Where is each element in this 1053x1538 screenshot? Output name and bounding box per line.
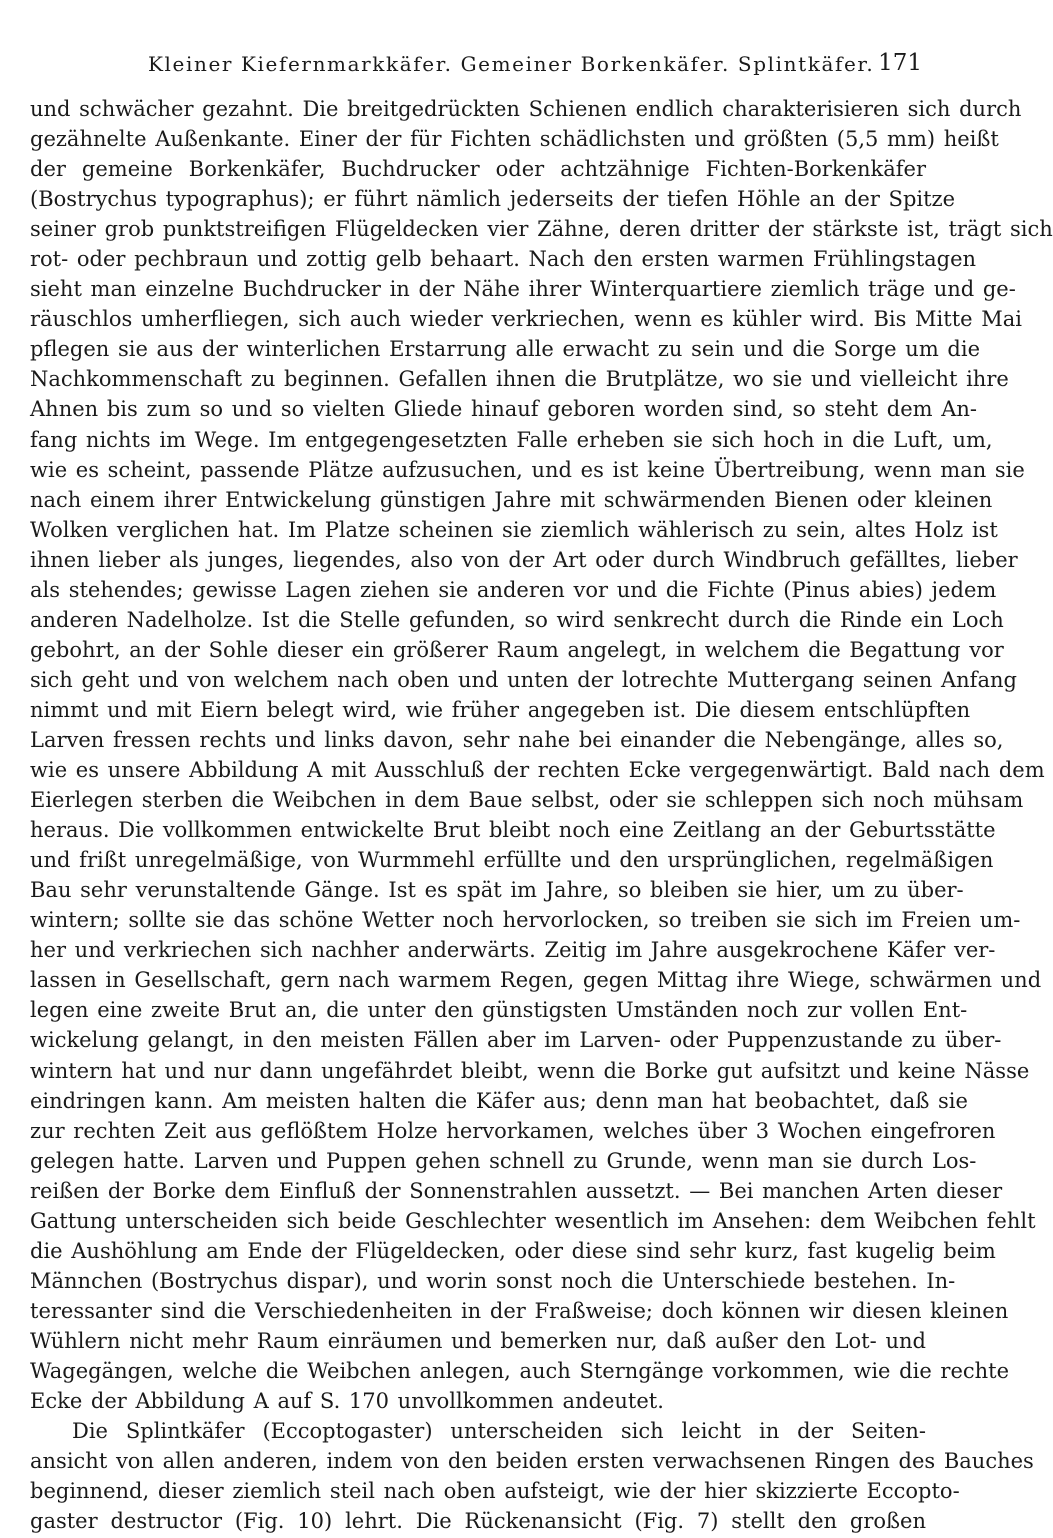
text-line: und frißt unregelmäßige, von Wurmmehl erfüllte und den ursprünglichen, regelmäßigen bbox=[30, 848, 994, 873]
text-line: Eierlegen sterben die Weibchen in dem Baue selbst, oder sie schleppen sich noch mühsam bbox=[30, 788, 1024, 813]
paragraph-1 bbox=[30, 94, 1053, 1416]
text-line: teressanter sind die Verschiedenheiten in der Fraßweise; doch können wir diesen kleinen bbox=[30, 1298, 1009, 1323]
text-line: anderen Nadelholze. Ist die Stelle gefunden, so wird senkrecht durch die Rinde ein Loch bbox=[30, 607, 1004, 632]
text-line: Ecke der Abbildung A auf S. 170 unvollkommen andeutet. bbox=[30, 1389, 664, 1414]
body-text bbox=[30, 94, 1053, 1536]
running-head: Kleiner Kiefernmarkkäfer. Gemeiner Borkenkäfer. Splintkäfer. bbox=[148, 52, 875, 76]
text-line: sich geht und von welchem nach oben und unten der lotrechte Muttergang seinen Anfang bbox=[30, 667, 1017, 692]
text-line: wintern hat und nur dann ungefährdet bleibt, wenn die Borke gut aufsitzt und keine Nässe bbox=[30, 1058, 1030, 1083]
text-line: Die Splintkäfer (Eccoptogaster) unterscheiden sich leicht in der Seiten- bbox=[72, 1419, 926, 1444]
text-line: legen eine zweite Brut an, die unter den günstigsten Umständen noch zur vollen Ent- bbox=[30, 998, 968, 1023]
text-line: ihnen lieber als junges, liegendes, also von der Art oder durch Windbruch gefälltes, lieber bbox=[30, 547, 1018, 572]
page-number: 171 bbox=[878, 50, 922, 76]
text-line: nimmt und mit Eiern belegt wird, wie früher angegeben ist. Die diesem entschlüpften bbox=[30, 697, 971, 722]
text-line: Larven fressen rechts und links davon, sehr nahe bei einander die Nebengänge, alles so, bbox=[30, 727, 1004, 752]
paragraph-2 bbox=[30, 1416, 1034, 1536]
text-line: fang nichts im Wege. Im entgegengesetzten Falle erheben sie sich hoch in die Luft, um, bbox=[30, 427, 993, 452]
text-line: Wagegängen, welche die Weibchen anlegen, auch Sterngänge vorkommen, wie die rechte bbox=[30, 1358, 1010, 1383]
text-line: wie es scheint, passende Plätze aufzusuchen, und es ist keine Übertreibung, wenn man sie bbox=[30, 457, 1025, 482]
text-line: lassen in Gesellschaft, gern nach warmem Regen, gegen Mittag ihre Wiege, schwärmen und bbox=[30, 968, 1042, 993]
text-line: Männchen (Bostrychus dispar), und worin sonst noch die Unterschiede bestehen. In- bbox=[30, 1268, 956, 1293]
text-line: räuschlos umherfliegen, sich auch wieder verkriechen, wenn es kühler wird. Bis Mitte Mai bbox=[30, 307, 1022, 332]
text-line: (Bostrychus typographus); er führt nämlich jederseits der tiefen Höhle an der Spitze bbox=[30, 187, 956, 212]
text-line: sieht man einzelne Buchdrucker in der Nähe ihrer Winterquartiere ziemlich träge und ge- bbox=[30, 277, 1016, 302]
text-line: Bau sehr verunstaltende Gänge. Ist es spät im Jahre, so bleiben sie hier, um zu über- bbox=[30, 878, 964, 903]
text-line: pflegen sie aus der winterlichen Erstarrung alle erwacht zu sein und die Sorge um die bbox=[30, 337, 980, 362]
text-line: zur rechten Zeit aus geflößtem Holze hervorkamen, welches über 3 Wochen eingefroren bbox=[30, 1118, 996, 1143]
text-line: rot- oder pechbraun und zottig gelb behaart. Nach den ersten warmen Frühlingstagen bbox=[30, 247, 977, 272]
text-line: gaster destructor (Fig. 10) lehrt. Die Rückenansicht (Fig. 7) stellt den großen bbox=[30, 1509, 926, 1534]
text-line: reißen der Borke dem Einfluß der Sonnenstrahlen aussetzt. — Bei manchen Arten dieser bbox=[30, 1178, 1003, 1203]
text-line: Nachkommenschaft zu beginnen. Gefallen ihnen die Brutplätze, wo sie und vielleicht ihre bbox=[30, 367, 1009, 392]
text-line: heraus. Die vollkommen entwickelte Brut bleibt noch eine Zeitlang an der Geburtsstätte bbox=[30, 818, 996, 843]
text-line: gebohrt, an der Sohle dieser ein größerer Raum angelegt, in welchem die Begattung vor bbox=[30, 637, 1004, 662]
text-line: wickelung gelangt, in den meisten Fällen aber im Larven- oder Puppenzustande zu über- bbox=[30, 1028, 1002, 1053]
text-line: her und verkriechen sich nachher anderwärts. Zeitig im Jahre ausgekrochene Käfer ver- bbox=[30, 938, 996, 963]
page-header bbox=[30, 52, 926, 82]
text-line: und schwächer gezahnt. Die breitgedrückten Schienen endlich charakterisieren sich durch bbox=[30, 97, 1022, 121]
text-line: eindringen kann. Am meisten halten die Käfer aus; denn man hat beobachtet, daß sie bbox=[30, 1088, 968, 1113]
text-line: der gemeine Borkenkäfer, Buchdrucker oder achtzähnige Fichten-Borkenkäfer bbox=[30, 157, 926, 182]
text-line: die Aushöhlung am Ende der Flügeldecken, oder diese sind sehr kurz, fast kugelig beim bbox=[30, 1238, 996, 1263]
text-line: ansicht von allen anderen, indem von den beiden ersten verwachsenen Ringen des Bauches bbox=[30, 1449, 1034, 1474]
text-line: seiner grob punktstreifigen Flügeldecken vier Zähne, deren dritter der stärkste ist, trägt sich bbox=[30, 217, 1053, 242]
text-line: gezähnelte Außenkante. Einer der für Fichten schädlichsten und größten (5,5 mm) heißt bbox=[30, 127, 999, 152]
text-line: Ahnen bis zum so und so vielten Gliede hinauf geboren worden sind, so steht dem An- bbox=[30, 397, 978, 422]
text-line: wintern; sollte sie das schöne Wetter noch hervorlocken, so treiben sie sich im Freien um- bbox=[30, 908, 1021, 933]
book-page bbox=[30, 0, 1053, 1538]
text-line: gelegen hatte. Larven und Puppen gehen schnell zu Grunde, wenn man sie durch Los- bbox=[30, 1148, 977, 1173]
text-line: beginnend, dieser ziemlich steil nach oben aufsteigt, wie der hier skizzierte Eccopto- bbox=[30, 1479, 960, 1504]
text-line: Wühlern nicht mehr Raum einräumen und bemerken nur, daß außer den Lot- und bbox=[30, 1328, 926, 1353]
text-line: Gattung unterscheiden sich beide Geschlechter wesentlich im Ansehen: dem Weibchen fehlt bbox=[30, 1208, 1036, 1233]
text-line: Wolken verglichen hat. Im Platze scheinen sie ziemlich wählerisch zu sein, altes Holz ist bbox=[30, 517, 998, 542]
text-line: als stehendes; gewisse Lagen ziehen sie anderen vor und die Fichte (Pinus abies) jedem bbox=[30, 577, 997, 602]
text-line: nach einem ihrer Entwickelung günstigen Jahre mit schwärmenden Bienen oder kleinen bbox=[30, 487, 993, 512]
text-line: wie es unsere Abbildung A mit Ausschluß der rechten Ecke vergegenwärtigt. Bald nach dem bbox=[30, 758, 1045, 783]
